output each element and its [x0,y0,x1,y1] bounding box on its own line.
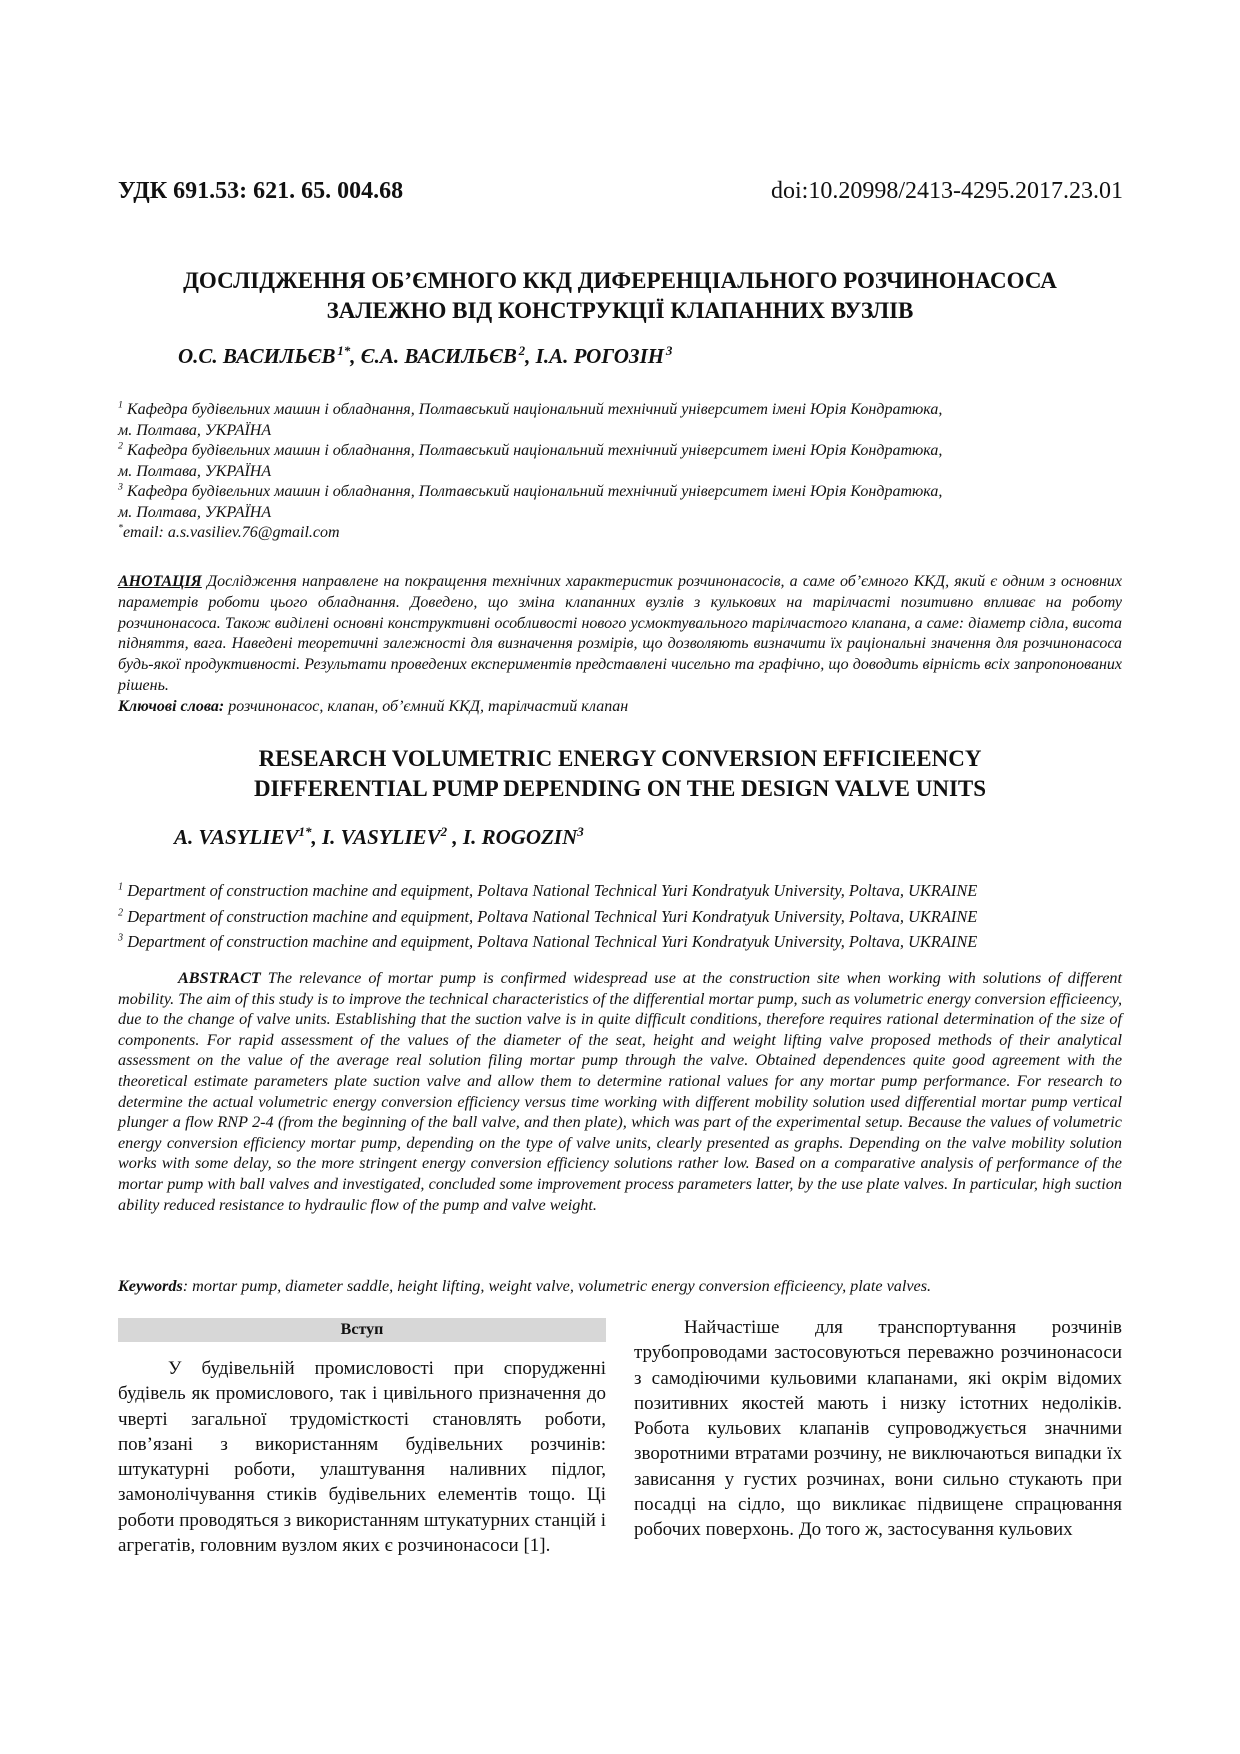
author-ua-3-mark: 3 [665,343,673,358]
keywords-en-text: : mortar pump, diameter saddle, height lifting, weight valve, volumetric energy conversion efficieency, plate valves. [182,1277,932,1295]
authors-ukrainian: О.С. ВАСИЛЬЄВ $^{1*}$, Є.А. ВАСИЛЬЄВ $^2$, І.А. РОГОЗІН $^3$ [178,343,673,368]
section-heading-introduction: Вступ [118,1318,606,1342]
affiliation-ua-1-mark: 1 [118,399,123,411]
author-en-3: I. ROGOZIN [462,825,578,849]
affiliation-en-2-text: Department of construction machine and equipment, Poltava National Technical Yuri Kondratyuk University, Poltava, UKRAINE [127,906,978,926]
udc-code: УДК 691.53: 621. 65. 004.68 [118,178,404,204]
affiliation-ua-2 [118,441,1122,462]
affiliation-en-3 [118,929,1122,955]
affiliations-english [118,878,1122,955]
title-ukrainian [118,266,1122,326]
title-ua-line-1: ДОСЛІДЖЕННЯ ОБ’ЄМНОГО ККД ДИФЕРЕНЦІАЛЬНОГО РОЗЧИНОНАСОСА [183,268,1057,293]
email-line [118,523,1122,544]
keywords-ua-label: Ключові слова: [118,698,225,715]
affiliation-en-3-mark: 3 [118,932,124,944]
doi: doi:10.20998/2413-4295.2017.23.01 [771,178,1123,204]
keywords-ukrainian [118,698,628,716]
affiliation-ua-2-city: м. Полтава, УКРАЇНА [118,462,272,480]
affiliation-ua-3-mark: 3 [118,481,123,493]
author-ua-2: Є.А. ВАСИЛЬЄВ [360,344,517,368]
body-column-left: У будівельній промисловості при спорудженні будівель як промислового, так і цивільного призначення до чверті загальної трудомісткості становлять роботи, пов’язані з використанням будівельних розчинів: штукатурні роботи, улаштування наливних підлог, замонолічування стиків будівельних елементів тощо. Ці роботи проводяться з використанням штукатурних станцій і агрегатів, головним вузлом яких є розчинонасоси [1]. [118,1358,606,1557]
affiliation-ua-1 [118,400,1122,421]
keywords-english [118,1277,931,1296]
affiliations-ukrainian [118,400,1122,544]
annotation-label: АНОТАЦІЯ [118,573,202,590]
body-column-right: Найчастіше для транспортування розчинів трубопроводами застосовуються переважно розчинонасоси з самодіючими кульовими клапанами, які окрім відомих позитивних якостей мають і низку істотних недоліків. Робота кульових клапанів супроводжується значними зворотними втратами розчину, не виключаються випадки їх зависання у густих розчинах, вони сильно стукають при посадці на сідло, що викликає підвищене спрацювання робочих поверхонь. До того ж, застосування кульових [634,1317,1122,1541]
title-english [118,744,1122,804]
affiliation-ua-1-city: м. Полтава, УКРАЇНА [118,421,272,439]
abstract-text: The relevance of mortar pump is confirmed widespread use at the construction site when working with solutions of different mobility. The aim of this study is to improve the technical characteristics of the differential mortar pump, such as volumetric energy conversion efficieency, due to the change of valve units. Establishing that the suction valve is in quite difficult conditions, therefore requires rational determination of the size of components. For rapid assessment of the values of the diameter of the seat, height and weight lifting valve proposed methods of their analytical assessment on the value of the average real solution filing mortar pump through the valve. Obtained dependences quite good agreement with the theoretical estimate parameters plate suction valve and allow them to determine rational values for any mortar pump performance. For research to determine the actual volumetric energy conversion efficiency versus time working with different mobility solution used differential mortar pump vertical plunger a flow RNP 2-4 (from the beginning of the ball valve, and then plate), which was part of the experimental setup. Because the values of volumetric energy conversion efficiency mortar pump, depending on the type of valve units, clearly presented as graphs. Depending on the valve mobility solution works with some delay, so the more stringent energy conversion efficiency solutions rather low. Based on a comparative analysis of performance of the mortar pump with ball valves and investigated, concluded some improvement process parameters latter, by the use plate valves. In particular, high suction ability reduced resistance to hydraulic flow of the pump and valve weight. [118,969,1122,1214]
title-ua-line-2: ЗАЛЕЖНО ВІД КОНСТРУКЦІЇ КЛАПАННИХ ВУЗЛІВ [326,298,914,323]
abstract-english [118,968,1122,1215]
affiliation-en-1-text: Department of construction machine and equipment, Poltava National Technical Yuri Kondratyuk University, Poltava, UKRAINE [127,881,978,900]
annotation-text: Дослідження направлене на покращення технічних характеристик розчинонасосів, а саме об’ємного ККД, який є одним з основних параметрів роботи цього обладнання. Доведено, що зміна клапанних вузлів з кулькових на тарілчасті позитивно впливає на роботу розчинонасоса. Також виділені основні конструктивні особливості нового усмоктувального тарілчастого клапана, а саме: діаметр сідла, висота підняття, вага. Наведені теоретичні залежності для визначення розмірів, що дозволяють визначити їх раціональні значення для розчинонасоса будь-якої продуктивності. Результати проведених експериментів представлені чисельно та графічно, що доводить вірність всіх запропонованих рішень. [118,573,1123,694]
author-en-2: I. VASYLIEV [322,825,441,849]
author-en-1: A. VASYLIEV [174,825,299,849]
affiliation-ua-3-city: м. Полтава, УКРАЇНА [118,503,272,521]
author-en-1-mark: 1* [298,824,312,839]
author-ua-1: О.С. ВАСИЛЬЄВ [178,344,336,368]
authors-english: A. $VASYLIEV^{1*}$, I. VASYLIEV$^2$ , I. ROGOZIN$^3$ [174,824,584,849]
affiliation-en-2-mark: 2 [118,907,124,919]
keywords-ua-text: розчинонасос, клапан, об’ємний ККД, тарілчастий клапан [228,698,629,715]
email-address: email: a.s.vasiliev.76@gmail.com [122,524,340,541]
affiliation-en-2 [118,904,1122,930]
keywords-en-label: Keywords [118,1277,183,1295]
affiliation-ua-1-line-1: Кафедра будівельних машин і обладнання, Полтавський національний технічний університет імені Юрія Кондратюка, [126,401,943,418]
author-en-2-mark: 2 [440,824,448,839]
affiliation-ua-3-line-1: Кафедра будівельних машин і обладнання, Полтавський національний технічний університет імені Юрія Кондратюка, [126,483,943,500]
author-ua-2-mark: 2 [518,343,526,358]
author-ua-1-mark: 1* [337,343,351,358]
abstract-label: ABSTRACT [178,969,261,987]
title-en-line-2: DIFFERENTIAL PUMP DEPENDING ON THE DESIGN VALVE UNITS [253,776,987,801]
affiliation-en-3-text: Department of construction machine and equipment, Poltava National Technical Yuri Kondratyuk University, Poltava, UKRAINE [127,932,978,951]
title-en-line-1: RESEARCH VOLUMETRIC ENERGY CONVERSION EFFICIEENCY [258,746,982,771]
email-mark: * [118,522,123,534]
annotation-ukrainian [118,572,1122,697]
affiliation-ua-2-line-1: Кафедра будівельних машин і обладнання, Полтавський національний технічний університет імені Юрія Кондратюка, [126,442,943,459]
affiliation-ua-2-mark: 2 [118,440,123,452]
affiliation-ua-3 [118,482,1122,503]
author-ua-3: І.А. РОГОЗІН [535,344,665,368]
affiliation-en-1 [118,878,1122,904]
affiliation-en-1-mark: 1 [118,881,124,893]
author-en-3-mark: 3 [577,824,584,839]
